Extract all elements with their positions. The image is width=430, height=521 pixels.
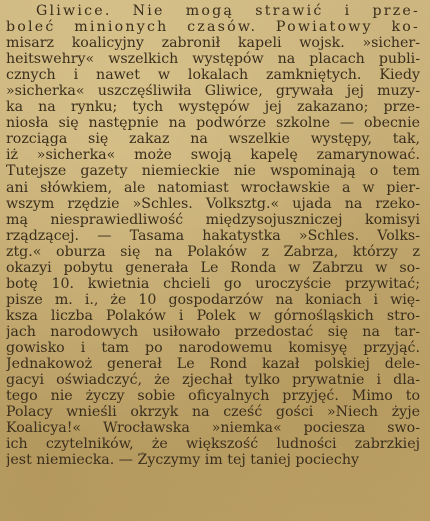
article-line-29: jest niemiecka. — Życzymy im tej taniej pociechy bbox=[6, 452, 359, 469]
article-line-1: Gliwice. Nie mogą strawić i prze- bbox=[36, 3, 420, 19]
article-line-7: ka na rynku; tych występów jej zakazano; prze- bbox=[6, 99, 420, 116]
article-line-18: botę 10. kwietnia chcieli go uroczyście przywitać; bbox=[6, 275, 420, 292]
article-line-15: rządzącej. — Tasama hakatystka »Schles. Volks- bbox=[6, 227, 420, 244]
article-line-23: Jednakowoż generał Le Rond kazał polskiej dele- bbox=[6, 356, 420, 373]
article-line-27: Koalicya!« Wrocławska »niemka« pociesza swo- bbox=[6, 420, 420, 437]
article-column bbox=[6, 3, 420, 468]
article-line-21: jach narodowych usiłowało przedostać się na tar- bbox=[6, 323, 420, 340]
article-line-25: tego nie życzy sobie oficyalnych przyjęć. Mimo to bbox=[6, 388, 420, 405]
article-line-17: okazyi pobytu generała Le Ronda w Zabrzu w so- bbox=[6, 259, 420, 276]
article-line-6: »sicherka« uszczęśliwiła Gliwice, grywała jej muzy- bbox=[6, 83, 420, 100]
article-line-28: ich czytelników, że większość ludności zabrzkiej bbox=[6, 436, 420, 453]
article-line-20: ksza liczba Polaków i Polek w górnośląskich stro- bbox=[6, 307, 420, 324]
article-line-22: gowisko i tam po narodowemu komisyę przyjąć. bbox=[6, 339, 420, 356]
article-line-8: niosła się następnie na podwórze szkolne — obecnie bbox=[6, 115, 420, 132]
article-line-2: boleć minionych czasów. Powiatowy ko- bbox=[6, 19, 420, 36]
article-line-24: gacyi oświadczyć, że zjechał tylko prywatnie i dla- bbox=[6, 372, 420, 389]
article-line-12: ani słówkiem, ale natomiast wrocławskie a w pier- bbox=[6, 179, 420, 196]
article-line-9: rozciąga się zakaz na wszelkie występy, tak, bbox=[6, 131, 420, 148]
article-line-5: cznych i nawet w lokalach zamkniętych. Kiedy bbox=[6, 67, 420, 84]
article-line-11: Tutejsze gazety niemieckie nie wspominają o tem bbox=[6, 163, 420, 180]
article-line-10: iż »sicherka« może swoją kapelę zamarynować. bbox=[6, 147, 420, 164]
article-line-3: misarz koalicyjny zabronił kapeli wojsk. »sicher- bbox=[6, 35, 420, 52]
article-line-16: ztg.« oburza się na Polaków z Zabrza, którzy z bbox=[6, 243, 420, 260]
article-line-14: mą niesprawiedliwość międzysojuszniczej komisyi bbox=[6, 211, 420, 228]
article-line-19: pisze m. i., że 10 gospodarzów na koniach i wię- bbox=[6, 291, 420, 308]
article-line-4: heitswehry« wszelkich występów na placach publi- bbox=[6, 51, 420, 68]
article-line-13: wszym rzędzie »Schles. Volksztg.« ujada na rzeko- bbox=[6, 195, 420, 212]
article-line-26: Polacy wnieśli okrzyk na cześć gości »Niech żyje bbox=[6, 404, 420, 421]
